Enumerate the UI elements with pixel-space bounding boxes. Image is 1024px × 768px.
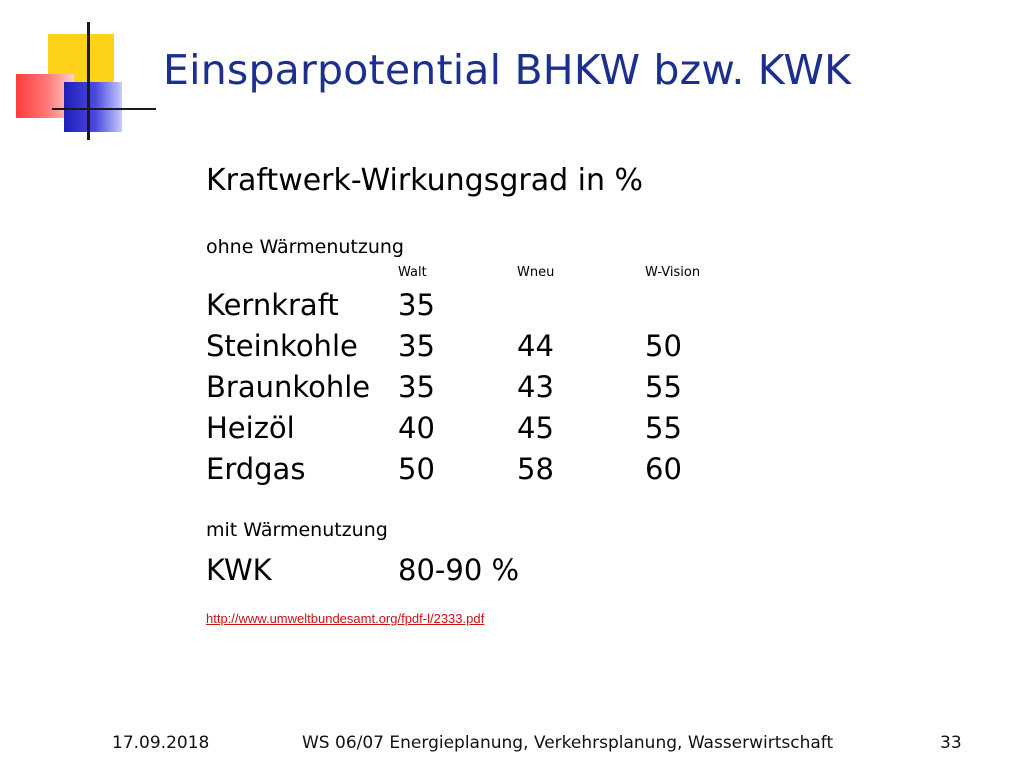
- cell-wneu: 44: [517, 329, 554, 363]
- cell-wneu: 58: [517, 452, 554, 486]
- section-label-with-heat: mit Wärmenutzung: [206, 519, 388, 541]
- cell-walt: 35: [398, 329, 435, 363]
- cell-wvision: 50: [645, 329, 682, 363]
- cell-walt: 35: [398, 370, 435, 404]
- logo-horizontal-line: [52, 108, 156, 110]
- row-label: Braunkohle: [206, 370, 371, 404]
- cell-wvision: 55: [645, 370, 682, 404]
- column-header-wneu: Wneu: [517, 265, 555, 280]
- cell-walt: 40: [398, 411, 435, 445]
- row-label: Heizöl: [206, 411, 295, 445]
- cell-wvision: 55: [645, 411, 682, 445]
- decorative-logo: [0, 0, 160, 150]
- section-label-without-heat: ohne Wärmenutzung: [206, 236, 404, 258]
- logo-blue-square: [64, 82, 122, 132]
- kwk-row: [206, 550, 806, 591]
- slide-title: Einsparpotential BHKW bzw. KWK: [163, 46, 852, 94]
- cell-wvision: 60: [645, 452, 682, 486]
- footer-page-number: 33: [940, 733, 962, 753]
- row-label: Steinkohle: [206, 329, 358, 363]
- footer-date: 17.09.2018: [112, 733, 210, 753]
- kwk-label: KWK: [206, 553, 272, 587]
- cell-wneu: 43: [517, 370, 554, 404]
- footer-course: WS 06/07 Energieplanung, Verkehrsplanung, Wasserwirtschaft: [302, 733, 834, 753]
- cell-walt: 50: [398, 452, 435, 486]
- cell-walt: 35: [398, 288, 435, 322]
- column-header-walt: Walt: [398, 265, 427, 280]
- row-label: Kernkraft: [206, 288, 339, 322]
- row-label: Erdgas: [206, 452, 306, 486]
- slide-subtitle: Kraftwerk-Wirkungsgrad in %: [206, 163, 644, 198]
- source-link[interactable]: http://www.umweltbundesamt.org/fpdf-l/2333.pdf: [206, 611, 485, 626]
- column-header-wvision: W-Vision: [645, 265, 701, 280]
- logo-vertical-line: [87, 22, 90, 140]
- cell-wneu: 45: [517, 411, 554, 445]
- kwk-value: 80-90 %: [398, 553, 520, 587]
